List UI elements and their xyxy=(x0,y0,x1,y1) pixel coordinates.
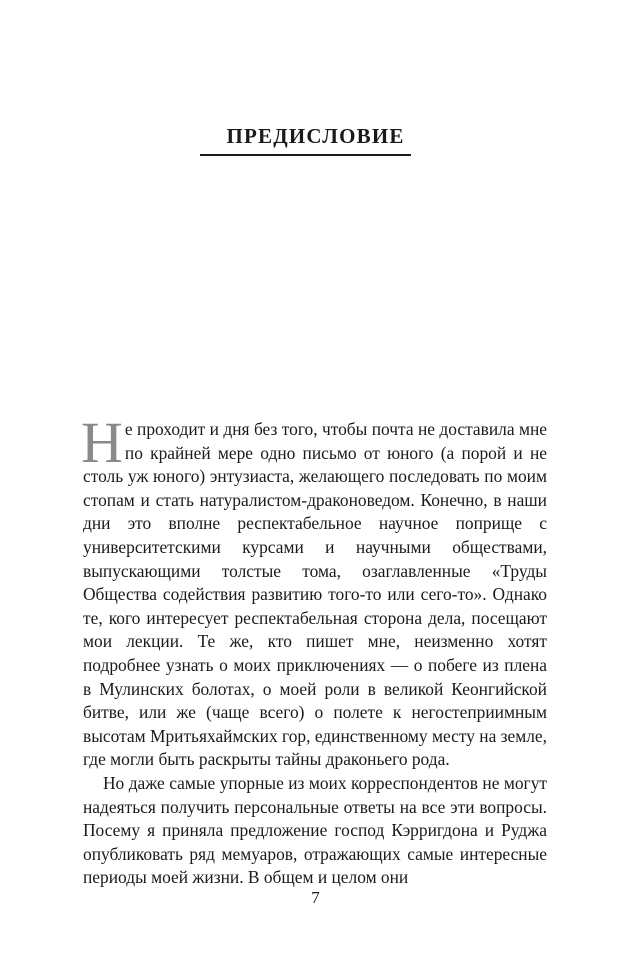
body-text xyxy=(81,410,547,890)
title-underline xyxy=(200,154,411,156)
paragraph-1 xyxy=(81,410,547,772)
chapter-title: ПРЕДИСЛОВИЕ xyxy=(226,124,405,148)
drop-cap: Н xyxy=(81,410,123,475)
page-number: 7 xyxy=(311,888,320,907)
paragraph-2: Но даже самые упорные из моих корреспондентов не могут надеяться получить персональные ответы на все эти вопросы. Посему я приняла предложение господ Кэрригдона и Руджа опубликовать ряд мемуаров, отражающих самые интересные периоды моей жизни. В общем и целом они xyxy=(83,772,547,888)
paragraph-1-text: е проходит и дня без того, чтобы почта не доставила мне по крайней мере одно письмо от юного (а порой и не столь уж юного) энтузиаста, желающего последовать по моим стопам и стать натуралистом-драконоведом. Конечно, в наши дни это вполне респектабельное научное поприще с университетскими курсами и научными обществами, выпускающими толстые тома, озаглавленные «Труды Общества содействия развитию того-то или сего-то». Однако те, кого интересует респектабельная сторона дела, посещают мои лекции. Те же, кто пишет мне, неизменно хотят подробнее узнать о моих приключениях — о побеге из плена в Мулинских болотах, о моей роли в великой Кеонгийской битве, или же (чаще всего) о полете к негостеприимным высотам Мритьяхаймских гор, единственному месту на земле, где могли быть раскрыты тайны драконьего рода. xyxy=(83,419,547,770)
